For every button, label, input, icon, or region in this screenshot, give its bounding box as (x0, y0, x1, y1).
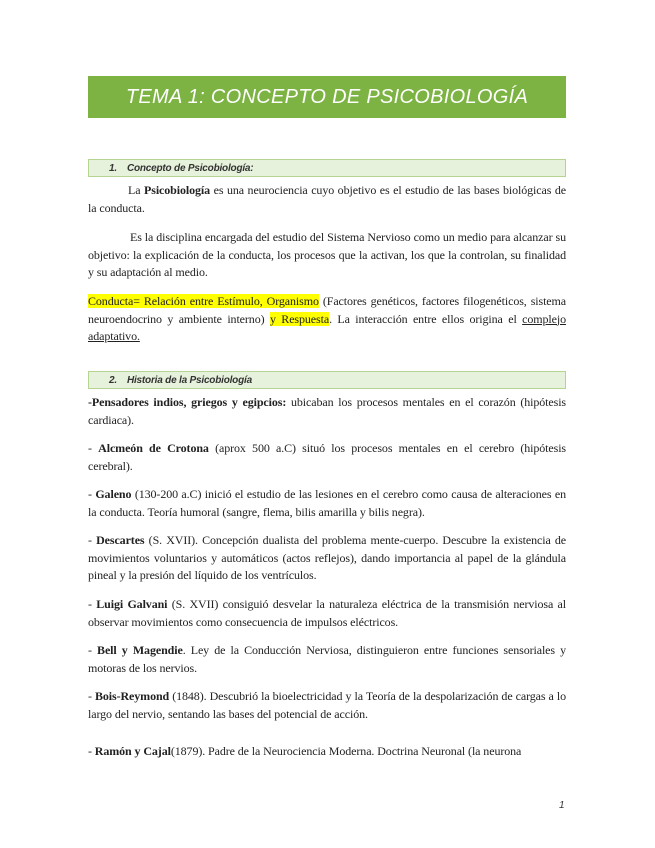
history-item (88, 440, 566, 475)
text-run: La (128, 183, 145, 197)
history-text: (1879). Padre de la Neurociencia Moderna. Doctrina Neuronal (la neurona (170, 744, 522, 758)
history-name: Descartes (96, 533, 145, 547)
history-name: -Pensadores indios, griegos y egipcios: (88, 395, 287, 409)
dash: - (88, 487, 96, 501)
history-name: Bois-Reymond (94, 689, 170, 703)
term-psicobiologia: Psicobiología (144, 183, 211, 197)
paragraph-conducta (88, 293, 566, 346)
section-heading-historia (88, 371, 566, 389)
paragraph-discipline: Es la disciplina encargada del estudio del Sistema Nervioso como un medio para alcanzar su objetivo: la explicación de la conducta, los procesos que la activan, los que la controlan, su finalidad y su adaptación al medio. (88, 230, 566, 279)
history-text: (130-200 a.C) inició el estudio de las lesiones en el cerebro como causa de alteraciones en la conducta. Teoría humoral (sangre, flema, bilis amarilla y bilis negra). (88, 487, 567, 519)
dash: - (88, 744, 95, 758)
history-item (88, 596, 566, 631)
history-name: Ramón y Cajal (94, 744, 171, 758)
underlined-complejo-adaptativo: complejo adaptativo. (88, 311, 566, 343)
section-heading-concepto (88, 159, 566, 177)
history-text: (S. XVII) consiguió desvelar la naturaleza eléctrica de la transmisión nerviosa al observar movimientos como consecuencia de impulsos eléctricos. (88, 597, 566, 629)
history-text: (1848). Descubrió la bioelectricidad y la Teoría de la despolarización de cargas a lo largo del nervio, sentando las bases del potencial de acción. (88, 689, 566, 721)
history-item (88, 743, 566, 761)
dash: - (88, 533, 97, 547)
history-item (88, 532, 566, 585)
section-number: 1. (109, 162, 117, 174)
history-item (88, 394, 566, 429)
dash: - (88, 643, 98, 657)
history-item (88, 642, 566, 677)
page-number: 1 (559, 800, 565, 811)
history-name: Bell y Magendie (97, 643, 183, 657)
history-item (88, 688, 566, 723)
history-name: Alcmeón de Crotona (98, 441, 209, 455)
dash: - (88, 441, 99, 455)
section-number: 2. (109, 374, 117, 386)
history-text: (aprox 500 a.C) situó los procesos mentales en el cerebro (hipótesis cerebral). (88, 441, 567, 473)
paragraph-definition (88, 182, 566, 217)
history-text: ubicaban los procesos mentales en el corazón (hipótesis cardiaca). (88, 395, 566, 427)
section-label: Concepto de Psicobiología: (126, 162, 254, 174)
section-label: Historia de la Psicobiología (126, 374, 252, 386)
history-name: Luigi Galvani (96, 597, 168, 611)
page-title: TEMA 1: CONCEPTO DE PSICOBIOLOGÍA (88, 76, 566, 118)
highlight-respuesta: y Respuesta (269, 311, 330, 326)
dash: - (88, 689, 95, 703)
text-run: es una neurociencia cuyo objetivo es el estudio de las bases biológicas de la conducta. (88, 183, 566, 215)
highlight-conducta: Conducta= Relación entre Estímulo, Organismo (88, 294, 319, 308)
text-run: . La interacción entre ellos origina el (329, 311, 523, 326)
history-text: (S. XVII). Concepción dualista del problema mente-cuerpo. Descubre la existencia de movimientos voluntarios y automáticos (actos reflejos), dando importancia al papel de la glándula pineal y la presión del líquido de los ventrículos. (88, 533, 566, 582)
history-item (88, 486, 566, 521)
dash: - (88, 597, 97, 611)
history-text: . Ley de la Conducción Nerviosa, distinguieron entre funciones sensoriales y motoras de los nervios. (88, 643, 567, 675)
history-name: Galeno (95, 487, 132, 501)
text-run: (Factores genéticos, factores filogenéticos, sistema neuroendocrino y ambiente interno) (88, 294, 566, 326)
